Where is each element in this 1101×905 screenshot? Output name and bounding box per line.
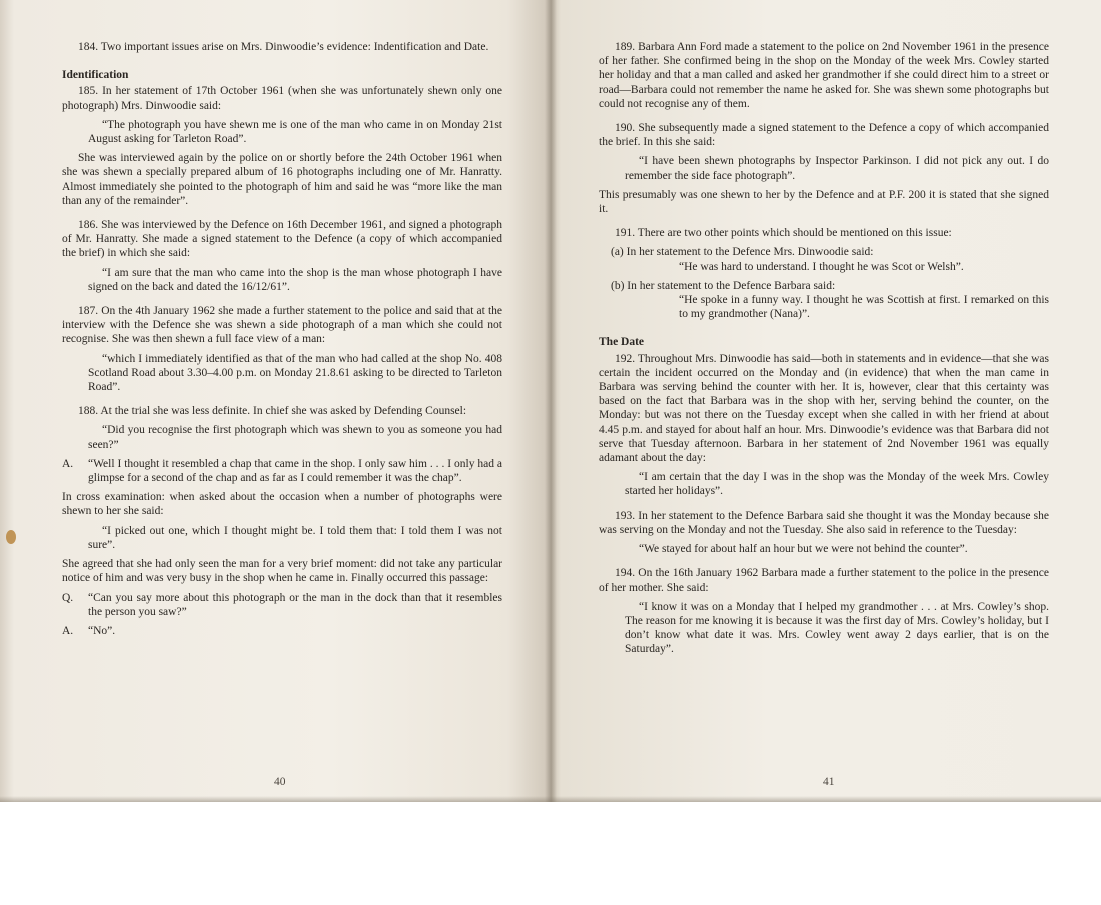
paper-stain — [6, 530, 16, 544]
paragraph-185-continued: She was interviewed again by the police on or shortly before the 24th October 1961 when she was shewn a specially prepared album of 16 photographs including one of Mr. Hanratty. Almost immediately she pointed to the photograph of him and said he was “more like the man than any of the remainder”. — [62, 152, 502, 207]
point-191-a — [611, 245, 1049, 259]
paragraph-191: 191. There are two other points which should be mentioned on this issue: — [615, 227, 952, 240]
point-a-text: In her statement to the Defence Mrs. Dinwoodie said: — [626, 246, 874, 259]
answer-188-text: “Well I thought it resembled a chap that came in the shop. I only saw him . . . I only had a glimpse for a second of the chap and as far as I could remember it was the chap”. — [88, 457, 502, 485]
quote-185: “The photograph you have shewn me is one of the man who came in on Monday 21st August asking for Tarleton Road”. — [88, 118, 502, 146]
paragraph-193: 193. In her statement to the Defence Barbara said she thought it was the Monday because she was serving on the Monday and not the Tuesday. She also said in reference to the Tuesday: — [599, 509, 1049, 536]
paragraph-194: 194. On the 16th January 1962 Barbara made a further statement to the police in the presence of her mother. She said: — [599, 567, 1049, 594]
heading-the-date: The Date — [599, 336, 645, 349]
quote-191-b: “He spoke in a funny way. I thought he was Scottish at first. I remarked on this to my grandmother (Nana)”. — [679, 294, 1049, 321]
quote-193: “We stayed for about half an hour but we were not behind the counter”. — [639, 543, 968, 556]
paragraph-186: 186. She was interviewed by the Defence on 16th December 1961, and signed a photograph of Mr. Hanratty. She made a signed statement to the Defence (a copy of which accompanied the brief) in which she said: — [62, 219, 502, 260]
paragraph-184: 184. Two important issues arise on Mrs. Dinwoodie’s evidence: Indentification and Date. — [78, 41, 489, 53]
question-label: Q. — [62, 591, 74, 604]
answer-label: A. — [62, 624, 74, 637]
answer-label: A. — [62, 457, 74, 470]
paragraph-189: 189. Barbara Ann Ford made a statement to the police on 2nd November 1961 in the presence of her father. She confirmed being in the shop on the Monday of the week Mrs. Cowley started her holiday and that a man called and asked her grandmother if she could direct him to a street or road—Barbara could not remember the name he asked for. She was shewn some photographs but could not recognise any of them. — [599, 41, 1049, 110]
page-bottom-edge — [0, 796, 1101, 802]
paragraph-188: 188. At the trial she was less definite. In chief she was asked by Defending Counsel: — [78, 405, 467, 418]
answer-188-final — [62, 624, 502, 638]
point-a-label: (a) — [611, 246, 624, 259]
question-188 — [62, 591, 502, 619]
book-gutter — [545, 0, 557, 802]
paragraph-190: 190. She subsequently made a signed statement to the Defence a copy of which accompanied the brief. In this she said: — [599, 122, 1049, 149]
paragraph-187: 187. On the 4th January 1962 she made a further statement to the police and said that at the interview with the Defence she was shewn a side photograph of a man which she could not recognise. She was then shewn a full face view of a man: — [62, 305, 502, 346]
quote-194: “I know it was on a Monday that I helped my grandmother . . . at Mrs. Cowley’s shop. The reason for me knowing it is because it was the first day of Mrs. Cowley’s holiday, but I don’t know what date it was. Mrs. Cowley went away 2 days earlier, that is on the Saturday”. — [625, 600, 1049, 656]
paragraph-192: 192. Throughout Mrs. Dinwoodie has said—both in statements and in evidence—that she was certain the incident occurred on the Monday and (in evidence) that when the man came in Barbara was serving behind the counter with her. It is, however, clear that this certainty was based on the fact that Barbara was in the shop with her, serving behind the counter, on the Monday: but was not there on the Tuesday except when she called in with her friend at about 4.45 p.m. and stayed for about half an hour. Mrs. Dinwoodie’s evidence was that Barbara did not serve that Tuesday afternoon. Barbara in her statement of 2nd November 1961 was equally adamant about the day: — [599, 352, 1049, 465]
right-page — [551, 0, 1101, 802]
quote-190: “I have been shewn photographs by Inspector Parkinson. I did not pick any out. I do remember the side face photograph”. — [625, 155, 1049, 182]
paragraph-190-continued: This presumably was one shewn to her by the Defence and at P.F. 200 it is stated that she signed it. — [599, 188, 1049, 216]
answer-188-final-text: “No”. — [88, 624, 116, 637]
point-191-b — [611, 279, 1049, 293]
paragraph-185: 185. In her statement of 17th October 1961 (when she was unfortunately shewn only one photograph) Mrs. Dinwoodie said: — [62, 85, 502, 112]
quote-186: “I am sure that the man who came into the shop is the man whose photograph I have signed on the back and dated the 16/12/61”. — [88, 266, 502, 293]
question-188-text: “Can you say more about this photograph or the man in the dock than that it resembles the person you saw?” — [88, 591, 502, 618]
page-number-left: 40 — [274, 776, 286, 788]
left-page — [0, 0, 551, 802]
point-b-text: In her statement to the Defence Barbara said: — [627, 279, 836, 292]
right-text-column — [599, 40, 1049, 657]
quote-188: “Did you recognise the first photograph which was shewn to you as someone you had seen?” — [88, 424, 502, 451]
point-b-label: (b) — [611, 279, 625, 292]
quote-192: “I am certain that the day I was in the shop was the Monday of the week Mrs. Cowley started her holidays”. — [625, 471, 1049, 498]
paragraph-188-agreed: She agreed that she had only seen the man for a very brief moment: did not take any particular notice of him and was very busy in the shop when he came in. Finally occurred this passage: — [62, 558, 502, 585]
quote-188-cross: “I picked out one, which I thought might be. I told them that: I told them I was not sure”. — [88, 524, 502, 551]
page-number-right: 41 — [823, 776, 835, 788]
quote-191-a: “He was hard to understand. I thought he was Scot or Welsh”. — [679, 260, 964, 273]
heading-identification: Identification — [62, 69, 129, 82]
quote-187: “which I immediately identified as that of the man who had called at the shop No. 408 Scotland Road about 3.30–4.00 p.m. on Monday 21.8.61 asking to be directed to Tarleton Road”. — [88, 352, 502, 394]
answer-188 — [62, 457, 502, 485]
left-text-column — [62, 40, 502, 638]
paragraph-188-cross: In cross examination: when asked about the occasion when a number of photographs were shewn to her she said: — [62, 491, 502, 518]
